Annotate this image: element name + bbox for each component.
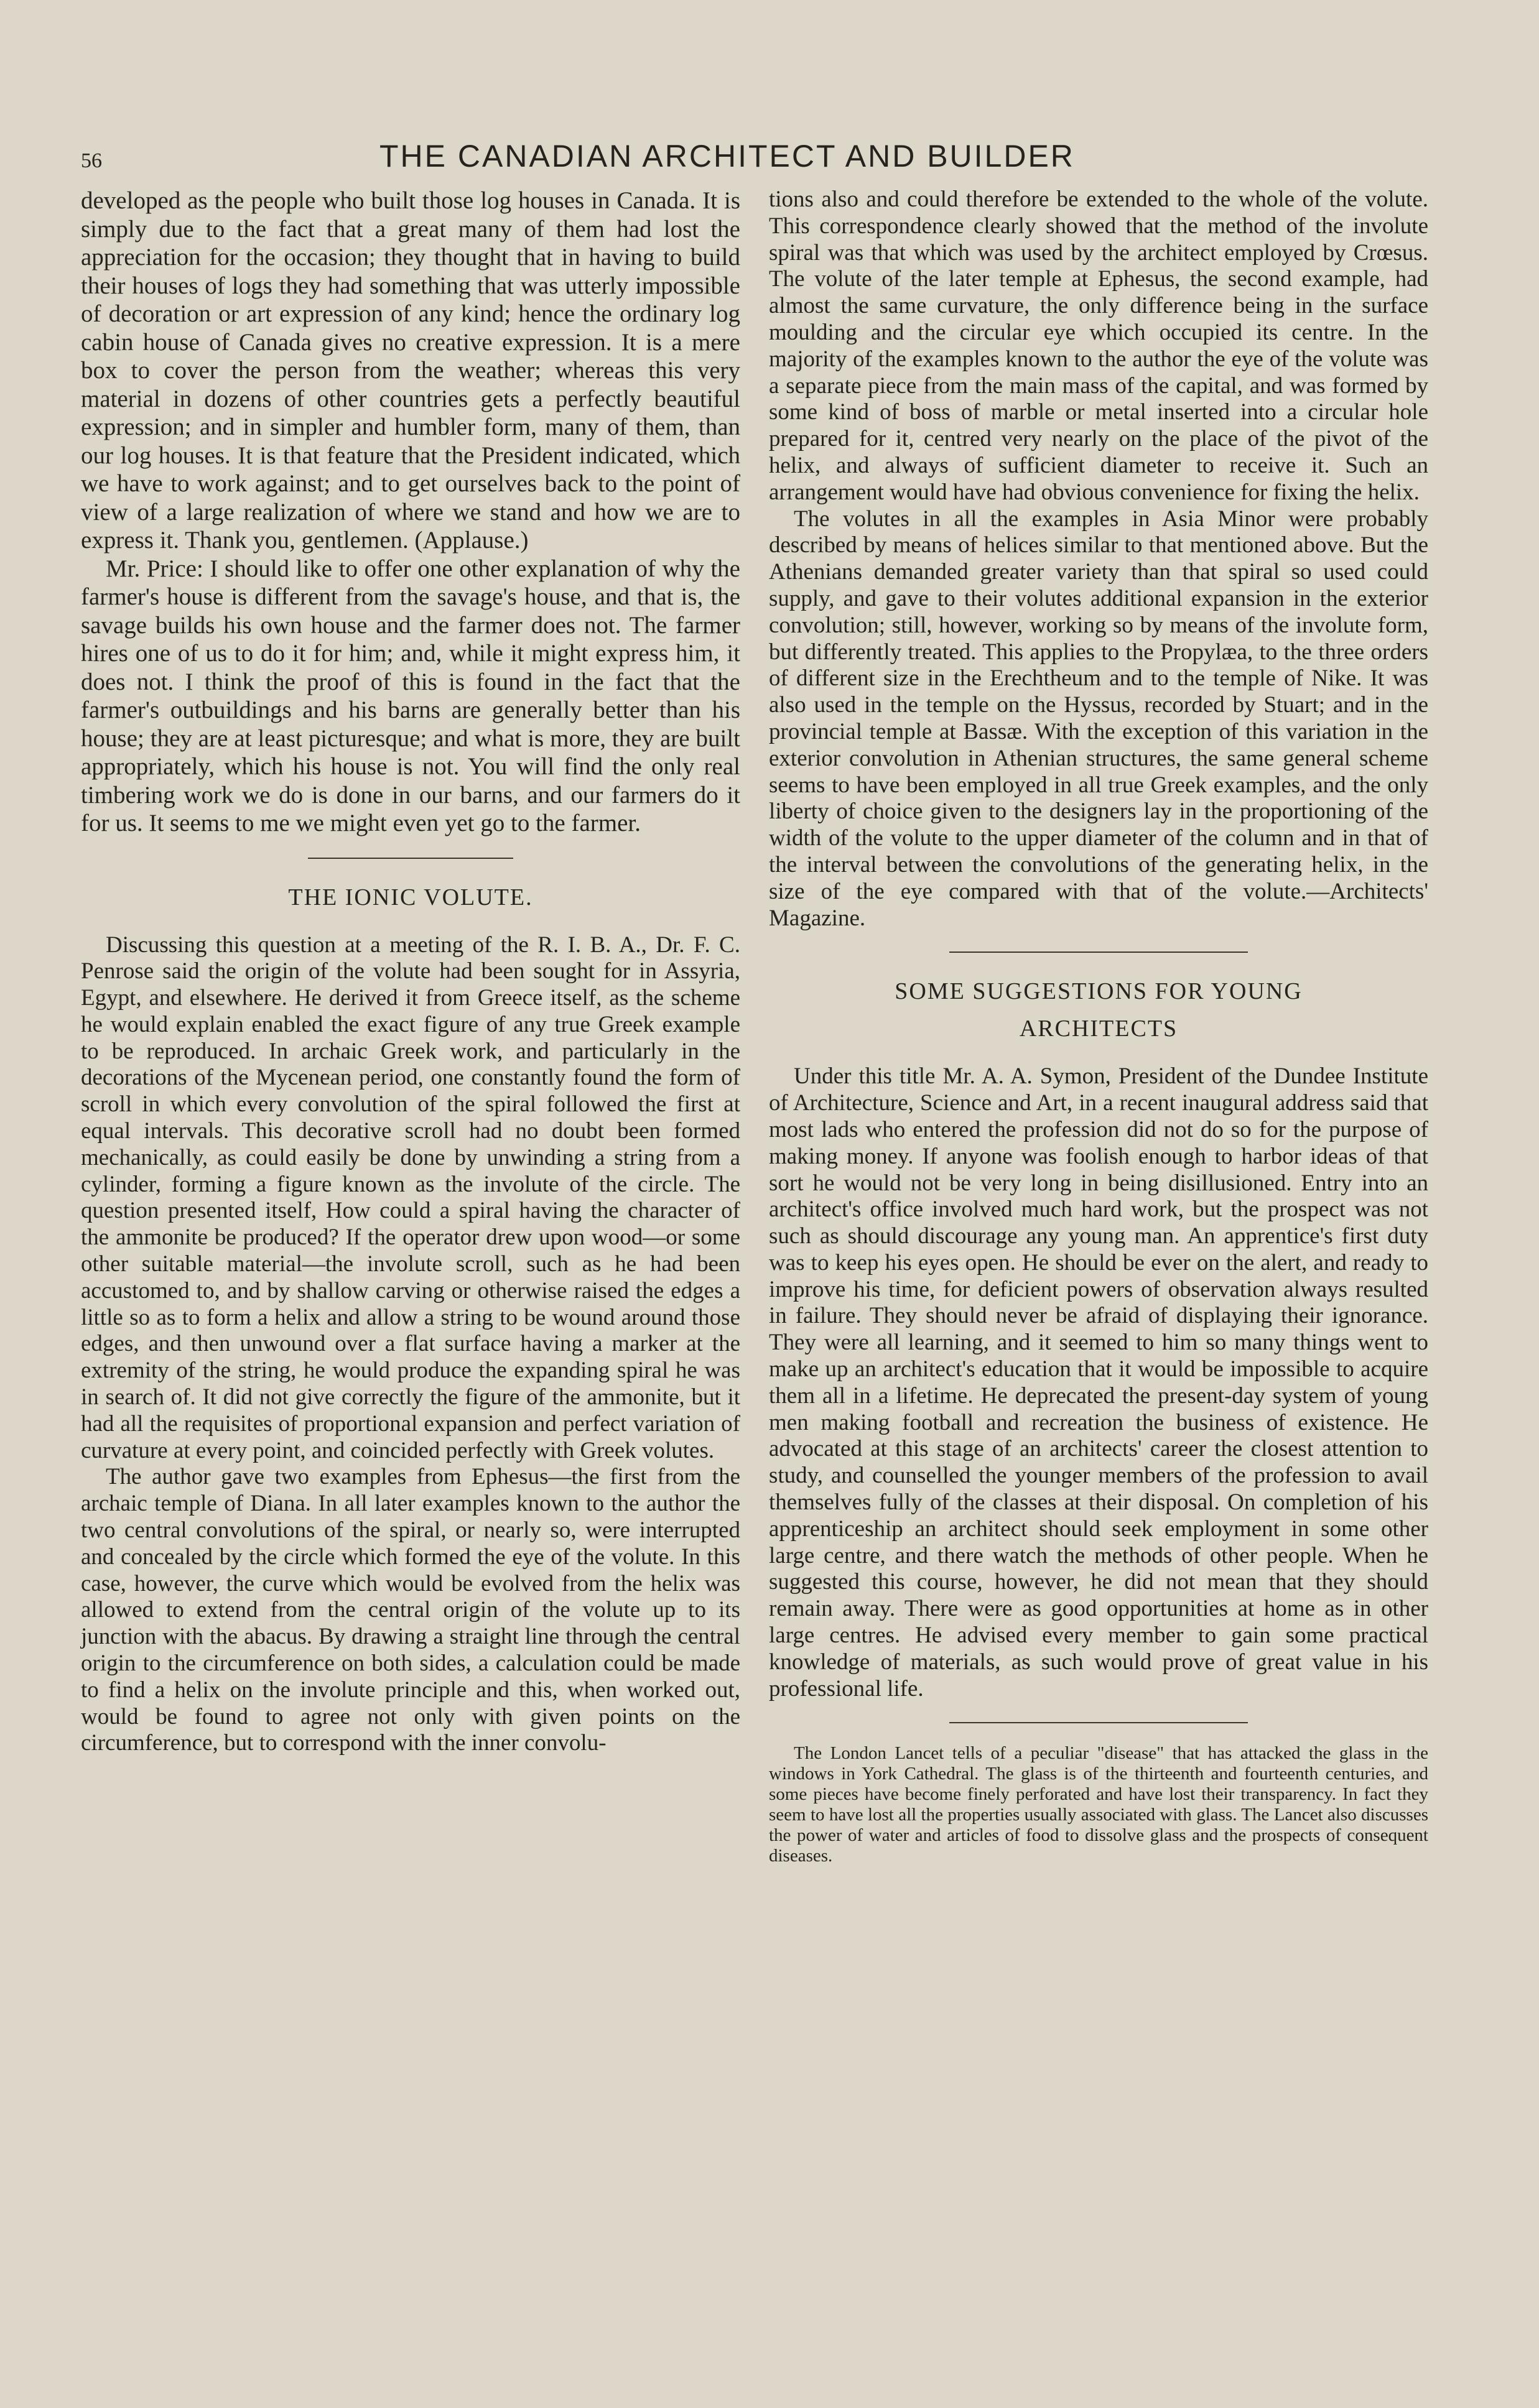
lancet-note (769, 1743, 1428, 1866)
ionic-volute-continuation (769, 187, 1428, 932)
body-paragraph: tions also and could therefore be extended to the whole of the volute. This correspondence clearly showed that the method of the involute spiral was that which was used by the architect employed by Crœsus. The volute of the later temple at Ephesus, the second example, had almost the same curvature, the only difference being in the surface moulding and the circular eye which occupied its centre. In the majority of the examples known to the author the eye of the volute was a separate piece from the main mass of the capital, and was formed by some kind of boss of marble or metal inserted into a circular hole prepared for it, centred very nearly on the place of the pivot of the helix, and always of sufficient diameter to receive it. Such an arrangement would have had obvious convenience for fixing the helix. (769, 187, 1428, 505)
title-line: SOME SUGGESTIONS FOR YOUNG (895, 978, 1303, 1005)
page-header (81, 138, 1418, 182)
page-number: 56 (81, 149, 102, 172)
section-divider (308, 858, 513, 859)
body-paragraph: Discussing this question at a meeting of the R. I. B. A., Dr. F. C. Penrose said the origin of the volute had been sought for in Assyria, Egypt, and elsewhere. He derived it from Greece itself, as the scheme he would explain enabled the exact figure of any true Greek example to be reproduced. In archaic Greek work, and particularly in the decorations of the Mycenean period, one constantly found the form of scroll in which every convolution of the spiral followed the first at equal intervals. This decorative scroll had no doubt been formed mechanically, as could easily be done by unwinding a string from a cylinder, forming a figure known as the involute of the circle. The question presented itself, How could a spiral having the character of the ammonite be produced? If the operator drew upon wood—or some other suitable material—the involute scroll, such as he had been accustomed to, and by shallow carving or otherwise raised the edges a little so as to form a helix and allow a string to be wound around those edges, and then unwound over a flat surface having a marker at the extremity of the string, he would produce the expanding spiral he was in search of. It did not give correctly the figure of the ammonite, but it had all the requisites of proportional expansion and perfect variation of curvature at every point, and coincided perfectly with Greek volutes. (81, 932, 740, 1463)
ionic-volute-article (81, 932, 740, 1757)
body-paragraph: Under this title Mr. A. A. Symon, President of the Dundee Institute of Architecture, Science and Art, in a recent inaugural address said that most lads who entered the profession did not do so for the purpose of making money. If anyone was foolish enough to harbor ideas of that sort he would not be very long in being disillusioned. Entry into an architect's office involved much hard work, but the prospect was not such as should discourage any young man. An apprentice's first duty was to keep his eyes open. He should be ever on the alert, and ready to improve his time, for deficient powers of observation always resulted in failure. They should never be afraid of displaying their ignorance. They were all learning, and it seemed to him so many things went to make up an architect's education that it would be impossible to acquire them all in a lifetime. He deprecated the present-day system of young men making football and recreation the business of existence. He advocated at this stage of an architects' career the closest attention to study, and counselled the younger members of the profession to avail themselves fully of the classes at their disposal. On completion of his apprenticeship an architect should seek employment in some other large centre, and there watch the methods of other people. When he suggested this course, however, he did not mean that they should remain away. There were as good opportunities at home as in other large centres. He advised every member to gain some practical knowledge of materials, as such would prove of great value in his professional life. (769, 1063, 1428, 1702)
body-paragraph: The volutes in all the examples in Asia Minor were probably described by means of helices similar to that mentioned above. But the Athenians demanded greater variety than that spiral so used could supply, and gave to their volutes additional expansion in the exterior convolution; still, however, working so by means of the involute form, but differently treated. This applies to the Propylæa, to the three orders of different size in the Erechtheum and to the temple of Nike. It was also used in the temple on the Hyssus, recorded by Stuart; and in the provincial temple at Bassæ. With the exception of this variation in the exterior convolution in Athenian structures, the same general scheme seems to have been employed in all true Greek examples, and the only liberty of choice given to the designers lay in the proportioning of the width of the volute to the upper diameter of the column and in that of the interval between the convolutions of the generating helix, in the size of the eye compared with that of the volute.—Architects' Magazine. (769, 506, 1428, 931)
discussion-section (81, 187, 740, 838)
article-title-ionic-volute: THE IONIC VOLUTE. (288, 884, 533, 910)
body-paragraph: The London Lancet tells of a peculiar "disease" that has attacked the glass in the windows in York Cathedral. The glass is of the thirteenth and fourteenth centuries, and some pieces have become finely perforated and have lost their transparency. In fact they seem to have lost all the properties usually associated with glass. The Lancet also discusses the power of water and articles of food to dissolve glass and the prospects of consequent diseases. (769, 1743, 1428, 1866)
left-column (81, 187, 740, 1757)
article-title-suggestions (769, 973, 1428, 1047)
title-line: ARCHITECTS (1019, 1016, 1178, 1042)
section-divider (949, 952, 1248, 953)
body-paragraph: developed as the people who built those log houses in Canada. It is simply due to the fact that a great many of them had lost the appreciation for the occasion; they thought that in having to build their houses of logs they had something that was utterly impossible of decoration or art expression of any kind; hence the ordinary log cabin house of Canada gives no creative expression. It is a mere box to cover the person from the weather; whereas this very material in dozens of other countries gets a perfectly beautiful expression; and in simpler and humbler form, many of them, than our log houses. It is that feature that the President indicated, which we have to work against; and to get ourselves back to the point of view of a large realization of where we stand and how we are to express it. Thank you, gentlemen. (Applause.) (81, 187, 740, 553)
section-divider (949, 1722, 1248, 1723)
running-title: THE CANADIAN ARCHITECT AND BUILDER (379, 139, 1075, 174)
body-paragraph: Mr. Price: I should like to offer one other explanation of why the farmer's house is different from the savage's house, and that is, the savage builds his own house and the farmer does not. The farmer hires one of us to do it for him; and, while it might express him, it does not. I think the proof of this is found in the fact that the farmer's outbuildings and his barns are generally better than his house; they are at least picturesque; and what is more, they are built appropriately, which his house is not. You will find the only real timbering work we do is done in our barns, and our farmers do it for us. It seems to me we might even yet go to the farmer. (81, 555, 740, 836)
body-paragraph: The author gave two examples from Ephesus—the first from the archaic temple of Diana. In all later examples known to the author the two central convolutions of the spiral, or nearly so, were interrupted and concealed by the circle which formed the eye of the volute. In this case, however, the curve which would be evolved from the helix was allowed to extend from the central origin of the volute up to its junction with the abacus. By drawing a straight line through the central origin to the circumference on both sides, a calculation could be made to find a helix on the involute principle and this, when worked out, would be found to agree not only with given points on the circumference, but to correspond with the inner convolu- (81, 1464, 740, 1756)
right-column (769, 187, 1428, 1866)
